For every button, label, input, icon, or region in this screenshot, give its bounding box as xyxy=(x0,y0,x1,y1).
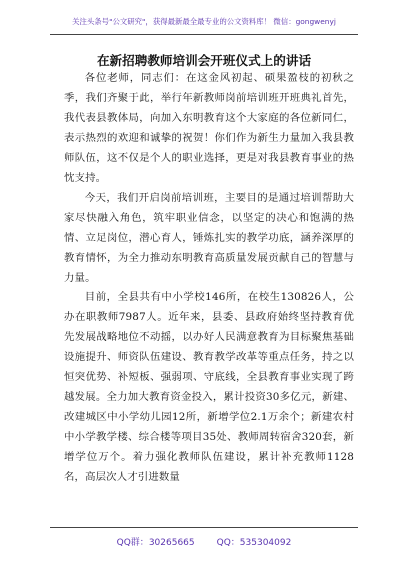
document-body xyxy=(64,69,354,488)
qq-group-label: QQ群： xyxy=(116,538,149,548)
paragraph: 各位老师，同志们：在这金风初起、硕果盈枝的初秋之季，我们齐聚于此，举行年新教师岗前培训班开班典礼首先，我代表县教体局，向加入东明教育这个大家庭的各位新同仁，表示热烈的欢迎和诚挚的祝贺！你们作为新生力量加入我县教师队伍，这不仅是个人的职业选择，更是对我县教育事业的热忱支持。 xyxy=(64,72,354,184)
document-title: 在新招聘教师培训会开班仪式上的讲话 xyxy=(96,53,312,68)
header-divider xyxy=(50,34,358,35)
qq-label: QQ： xyxy=(216,538,240,548)
footer-contact xyxy=(0,535,408,548)
qq-group-number: 30265665 xyxy=(148,538,195,548)
paragraph: 今天，我们开启岗前培训班，主要目的是通过培训帮助大家尽快融入角色，筑牢职业信念，以坚定的决心和饱满的热情、立足岗位，潜心育人，锤炼扎实的教学功底，涵养深厚的教育情怀，为全力推动东明教育高质量发展贡献自己的智慧与力量。 xyxy=(64,191,354,284)
header-banner: 关注头条号"公文研究"，获得最新最全最专业的公文资料库！ 微信：gongwenyj xyxy=(72,17,336,26)
qq-number: 535304092 xyxy=(239,538,292,548)
footer-divider xyxy=(50,527,358,528)
paragraph: 目前，全县共有中小学校146所，在校生130826人，公办在职教师7987人。近年来，县委、县政府始终坚持教育优先发展战略地位不动摇，以办好人民满意教育为目标聚焦基础设施提升、师资队伍建设、教育教学改革等重点任务，持之以恒突优势、补短板、强弱项、守底线，全县教育事业实现了跨越发展。全力加大教育资金投入，累计投资30多亿元，新建、改建城区中小学幼儿园12所，新增学位2.1万余个；新建农村中小学教学楼、综合楼等项目35处、教师周转宿舍320套，新增学位万个。着力强化教师队伍建设，累计补充教师1128名，高层次人才引进数量 xyxy=(64,291,354,484)
